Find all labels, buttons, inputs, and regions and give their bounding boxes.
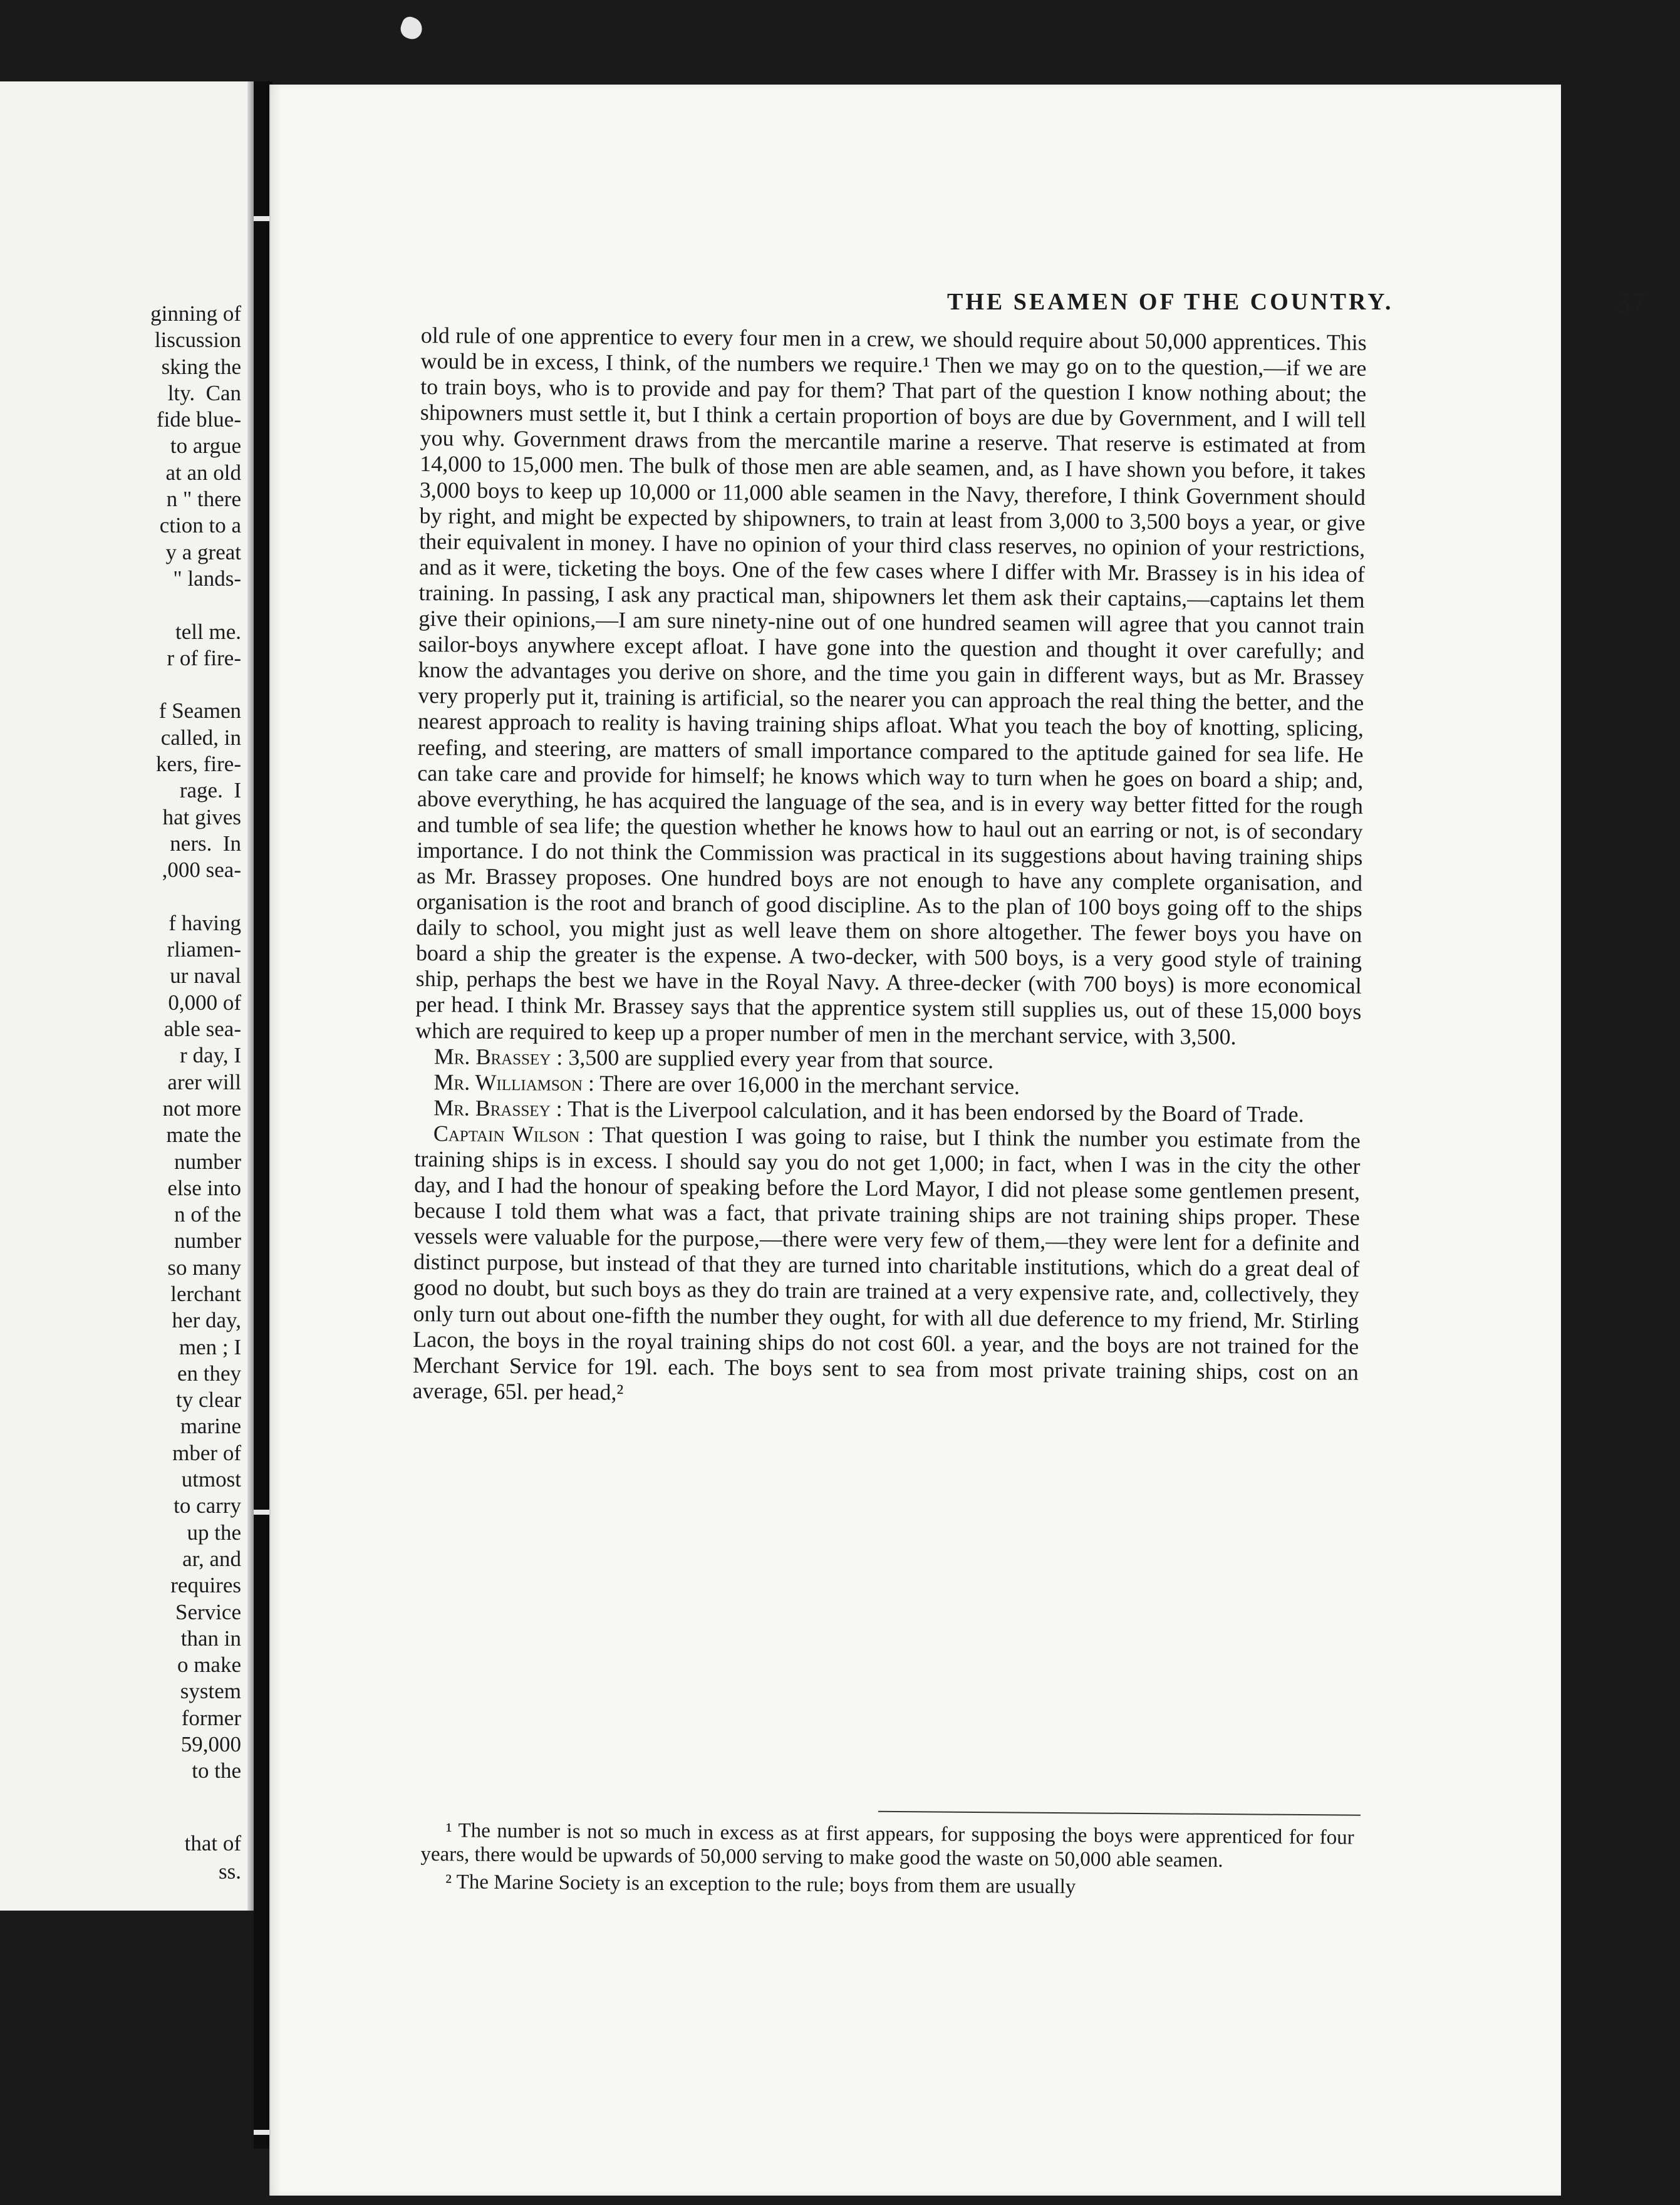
facing-page-line: f Seamen <box>158 698 241 724</box>
facing-page-line <box>16 884 241 910</box>
paragraph <box>412 1121 1361 1411</box>
footnote-1: ¹ The number is not so much in excess as at first appears, for supposing the boys were apprenticed for four years, there would be upwards of 50,000 serving to make good the waste on 50,000 able seamen. <box>420 1819 1354 1872</box>
facing-page-line: n " there <box>166 487 241 512</box>
facing-page-line: hat gives <box>162 804 241 829</box>
facing-page-line: ction to a <box>159 513 241 538</box>
facing-page-line: number <box>174 1228 241 1253</box>
facing-page-line: ar, and <box>182 1546 241 1571</box>
facing-page-line: mate the <box>166 1123 241 1148</box>
facing-page-line: r day, I <box>180 1043 241 1068</box>
facing-page-line: mber of <box>172 1440 241 1465</box>
facing-page-line: requires <box>170 1573 241 1598</box>
facing-page-line: ur naval <box>170 963 241 988</box>
facing-page-line: n of the <box>174 1202 241 1227</box>
facing-page-line: up the <box>187 1520 241 1545</box>
facing-page-line <box>16 672 241 698</box>
facing-page-line: ners. In <box>170 831 241 856</box>
footnote-2: ² The Marine Society is an exception to the rule; boys from them are usually <box>445 1870 1076 1899</box>
facing-page-line: to the <box>192 1758 241 1783</box>
speaker-name: Mr. Brassey <box>433 1043 551 1070</box>
facing-page-line: o make <box>177 1652 241 1678</box>
facing-page-line: called, in <box>160 725 241 750</box>
speech-text: : That is the Liverpool calculation, and it has been endorsed by the Board of Trade. <box>550 1096 1304 1127</box>
facing-page <box>0 81 254 1911</box>
facing-page-line: not more <box>162 1096 241 1121</box>
facing-page-line <box>16 592 241 618</box>
facing-page-line: y a great <box>165 539 241 564</box>
speech-text: : 3,500 are supplied every year from that source. <box>551 1044 994 1073</box>
facing-page-line: her day, <box>172 1308 241 1333</box>
facing-page-line: to argue <box>170 433 241 459</box>
facing-page-line: ss. <box>219 1859 241 1884</box>
facing-page-line: lty. Can <box>167 380 241 405</box>
facing-page-line: else into <box>167 1175 241 1200</box>
facing-page-line: than in <box>180 1626 241 1651</box>
speaker-name: Mr. Williamson <box>433 1069 583 1096</box>
facing-page-line: to carry <box>174 1493 241 1518</box>
facing-page-bottom-text <box>185 1829 241 1886</box>
page-fold-shadow <box>247 81 254 1911</box>
facing-page-line: r of fire- <box>167 645 241 670</box>
facing-page-line: system <box>180 1679 241 1704</box>
facing-page-line: former <box>181 1705 241 1730</box>
facing-page-line: that of <box>184 1831 241 1855</box>
facing-page-text <box>16 301 241 1785</box>
facing-page-line: " lands- <box>173 566 241 591</box>
page-speck <box>398 14 425 42</box>
speech-text: : That question I was going to raise, but I think the number you estimate from the training ships is in excess. I should say you do not get 1,000; in fact, when I was in the city the other day, and I had the honour of speaking before the Lord Mayor, I did not please some gentlemen present, because I told them what was a fact, that private training ships are not training ships proper. These vessels were valuable for the purpose,—there were very few of them,—they were lent for a definite and distinct purpose, but instead of that they are turned into charitable institutions, which do a great deal of good no doubt, but such boys as they do train are trained at a very expensive rate, and, collectively, they only turn out about one-fifth the number they ought, for with all due deference to my friend, Mr. Stirling Lacon, the boys in the royal training ships do not cost 60l. a year, and the boys are not trained for the Merchant Service for 19l. each. The boys sent to sea from most private training ships, cost on an average, 65l. per head,² <box>412 1121 1361 1405</box>
facing-page-line: en they <box>177 1361 241 1386</box>
speaker-name: Mr. Brassey <box>433 1095 551 1121</box>
running-title: THE SEAMEN OF THE COUNTRY. <box>947 289 1394 315</box>
facing-page-line: ,000 sea- <box>162 858 241 883</box>
facing-page-line: ty clear <box>176 1388 241 1413</box>
facing-page-line: marine <box>180 1414 241 1439</box>
page-number: 37 <box>1616 286 1646 319</box>
facing-page-line: ginning of <box>150 301 241 326</box>
speech-text: : There are over 16,000 in the merchant service. <box>582 1070 1020 1099</box>
facing-page-line: rliamen- <box>167 937 241 962</box>
facing-page-line: number <box>174 1149 241 1174</box>
running-head <box>678 288 1680 326</box>
facing-page-line: 59,000 <box>180 1732 241 1757</box>
speaker-name: Captain Wilson <box>433 1121 580 1147</box>
facing-page-line: so many <box>167 1255 241 1280</box>
facing-page-line: utmost <box>181 1467 241 1492</box>
facing-page-line: lerchant <box>170 1281 241 1306</box>
facing-page-line: 0,000 of <box>168 990 241 1015</box>
facing-page-line: able sea- <box>163 1017 241 1042</box>
facing-page-line: at an old <box>165 460 241 485</box>
facing-page-line: liscussion <box>154 328 241 353</box>
paragraph: old rule of one apprentice to every four men in a crew, we should require about 50,000 apprentices. This would be in excess, I think, of the numbers we require.¹ Then we may go on to the question,—if we are to train boys, who is to provide and pay for them? That part of the question I know nothing about; the shipowners must settle it, but I think a certain proportion of boys are due by Government, and I will tell you why. Government draws from the mercantile marine a reserve. That reserve is estimated at from 14,000 to 15,000 men. The bulk of those men are able seamen, and, as I have shown you before, it takes 3,000 boys to keep up 10,000 or 11,000 able seamen in the Navy, therefore, I think Government should by right, and might be expected by shipowners, to train at least from 3,000 to 3,500 boys a year, or give their equivalent in money. I have no opinion of your third class reserves, no opinion of your restrictions, and as it were, ticketing the boys. One of the few cases where I differ with Mr. Brassey is in his idea of training. In passing, I ask any practical man, shipowners let them ask their captains,—captains let them give their opinions,—I am sure ninety-nine out of one hundred seamen will agree that you cannot train sailor-boys anywhere except afloat. I have gone into the question and thought it over carefully; and know the advantages you derive on shore, and the time you gain in different ways, but as Mr. Brassey very properly put it, training is artificial, so the nearer you can approach the real thing the better, and the nearest approach to reality is having training ships afloat. What you teach the boy of knotting, splicing, reefing, and steering, are matters of small importance compared to the aptitude gained for sea life. He can take care and provide for himself; he knows which way to turn when he goes on board a ship; and, above everything, he has acquired the language of the sea, and is in every way better fitted for the rough and tumble of sea life; the question whether he knows how to haul out an earring or not, is of secondary importance. I do not think the Commission was practical in its suggestions about having training ships as Mr. Brassey proposes. One hundred boys are not enough to have any complete organisation, and organisation is the root and branch of good discipline. As to the plan of 100 boys going off to the ships daily to school, you might just as well leave them on shore altogether. The fewer boys you have on board a ship the greater is the expense. A two-decker, with 500 boys, is a very good style of training ship, perhaps the best we have in the Royal Navy. A three-decker (with 700 boys) is more economical per head. I think Mr. Brassey says that the apprentice system still supplies us, out of these 15,000 boys which are required to keep up a proper number of men in the merchant service, with 3,500. <box>415 323 1367 1049</box>
facing-page-line: arer will <box>167 1069 241 1094</box>
facing-page-line: kers, fire- <box>155 752 241 777</box>
facing-page-line: rage. I <box>179 778 241 803</box>
facing-page-line: sking the <box>161 354 241 379</box>
footnotes <box>420 1807 1354 1905</box>
facing-page-line: f having <box>169 910 241 935</box>
facing-page-line: men ; I <box>179 1334 241 1359</box>
facing-page-line: fide blue- <box>156 407 241 432</box>
facing-page-line: Service <box>175 1599 241 1624</box>
facing-page-line: tell me. <box>175 619 241 644</box>
body-text <box>412 323 1367 1411</box>
